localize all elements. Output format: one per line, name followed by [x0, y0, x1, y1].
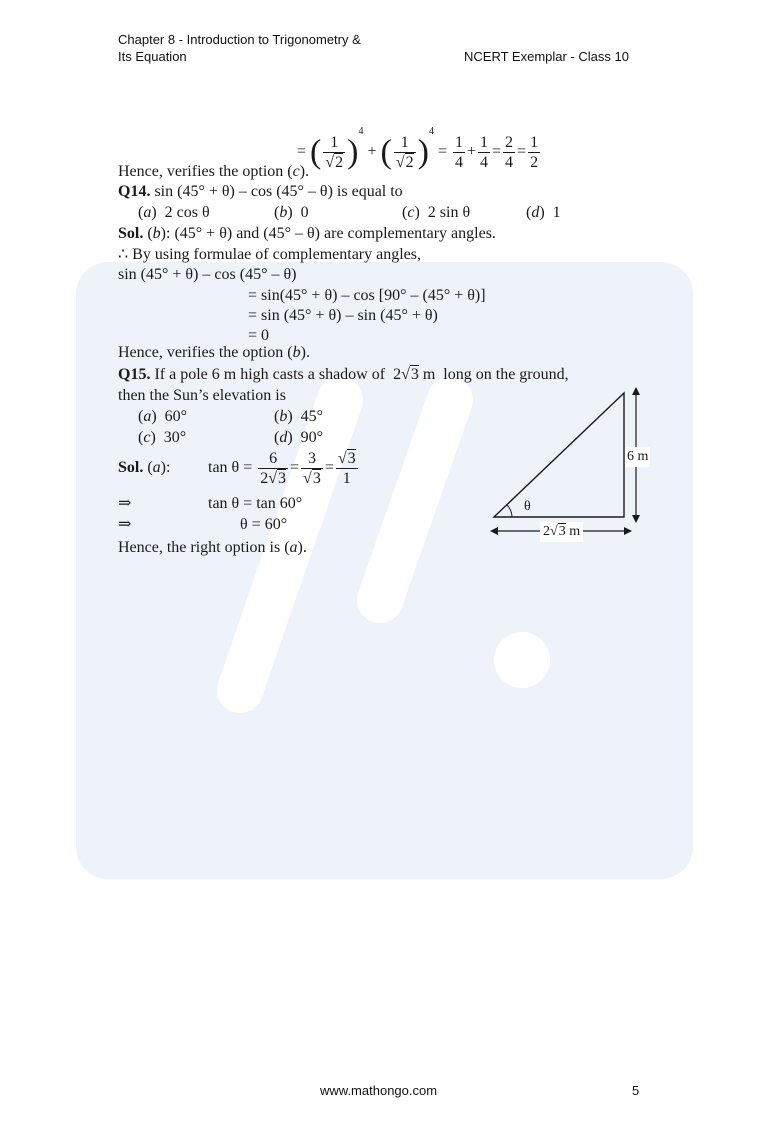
height-label: 6 m: [625, 447, 650, 467]
book-title: NCERT Exemplar - Class 10: [464, 49, 629, 64]
q15-option-c: (c) 30°: [138, 429, 187, 446]
q15-implies-1: ⇒: [118, 495, 132, 512]
q14-option-c: (c) 2 sin θ: [402, 204, 471, 221]
q14-step3: = 0: [248, 327, 270, 344]
footer-site: www.mathongo.com: [320, 1083, 438, 1098]
base-label: 2√3 m: [540, 522, 583, 542]
q14-therefore: ∴ By using formulae of complementary angles,: [118, 246, 421, 263]
page-number: 5: [632, 1083, 640, 1098]
q14-option-d: (d) 1: [526, 204, 561, 221]
chapter-title: Chapter 8 - Introduction to Trigonometry & Its Equation: [118, 32, 361, 64]
q14-conclusion: Hence, verifies the option (b).: [118, 344, 310, 361]
q14-option-b: (b) 0: [274, 204, 309, 221]
q13-conclusion: Hence, verifies the option (c).: [118, 163, 310, 180]
q15-step2: θ = 60°: [240, 516, 288, 533]
q15-option-b: (b) 45°: [274, 408, 324, 425]
triangle-shape: [494, 393, 624, 517]
q15-question: Q15. If a pole 6 m high casts a shadow of 2√3 m long on the ground,: [118, 366, 569, 383]
q14-step2: = sin (45° + θ) – sin (45° + θ): [248, 307, 438, 324]
q15-tan-equation: tan θ = $\frac{6}{2√3}$ = $\frac{3}{√3}$ = $\frac{√3}{1}$: [208, 449, 356, 487]
q15-question-line2: then the Sun’s elevation is: [118, 387, 286, 404]
q14-question: Q14. sin (45° + θ) – cos (45° – θ) is equal to: [118, 183, 403, 200]
angle-label: θ: [524, 499, 531, 514]
q15-solution: Sol. (a):: [118, 459, 171, 476]
q15-step1: tan θ = tan 60°: [208, 495, 303, 512]
q15-option-d: (d) 90°: [274, 429, 324, 446]
top-equation: = ( $\frac{1}{√2}$ )$^4$ + ( $\frac{1}{√2}$ )$^4$ = $\frac{1}{4}$ + $\frac{1}{4}$ = $\frac{2}{4}$ = $\frac{1}{2}$: [297, 126, 539, 171]
q15-conclusion: Hence, the right option is (a).: [118, 539, 307, 556]
q14-step0: sin (45° + θ) – cos (45° – θ): [118, 266, 297, 283]
angle-arc: [507, 505, 512, 517]
q14-solution: Sol. (b): (45° + θ) and (45° – θ) are complementary angles.: [118, 225, 496, 242]
q15-option-a: (a) 60°: [138, 408, 188, 425]
q15-implies-2: ⇒: [118, 516, 132, 533]
q14-option-a: (a) 2 cos θ: [138, 204, 210, 221]
q14-step1: = sin(45° + θ) – cos [90° – (45° + θ)]: [248, 287, 486, 304]
